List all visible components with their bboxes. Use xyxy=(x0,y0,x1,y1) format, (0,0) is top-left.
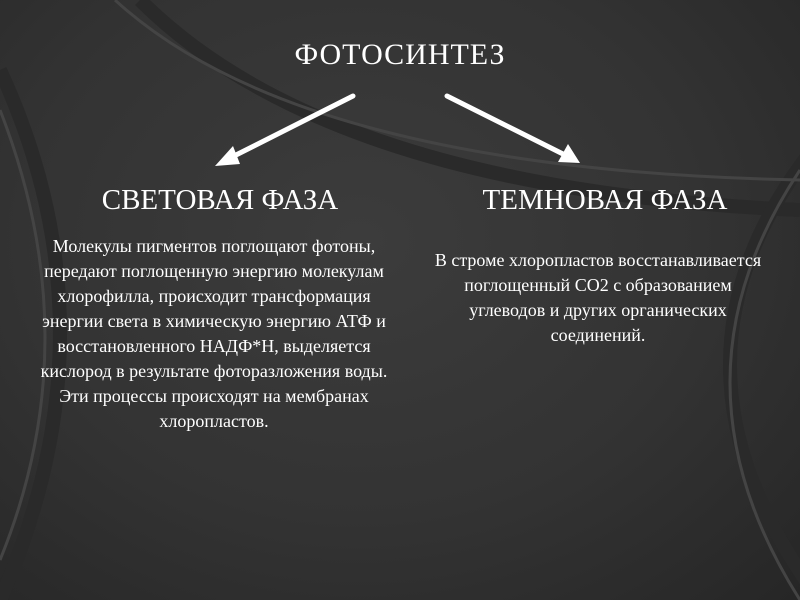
dark-phase-description: В строме хлоропластов восстанавливается поглощенный СО2 с образованием углеводов и других органических соединений. xyxy=(434,250,762,345)
diagram-title: ФОТОСИНТЕЗ xyxy=(294,38,506,71)
arrow-to-light-phase xyxy=(215,96,353,166)
light-phase-description: Молекулы пигментов поглощают фотоны, передают поглощенную энергию молекулам хлорофилла, происходит трансформация энергии света в химическую энергию АТФ и восстановленного НАДФ*Н, выделяется кислород в результате фоторазложения воды. Эти процессы происходят на мембранах хлоропластов. xyxy=(40,236,388,431)
light-phase-heading: СВЕТОВАЯ ФАЗА xyxy=(101,184,339,216)
arrow-to-dark-phase xyxy=(447,96,580,163)
dark-phase-heading: ТЕМНОВАЯ ФАЗА xyxy=(482,184,728,216)
